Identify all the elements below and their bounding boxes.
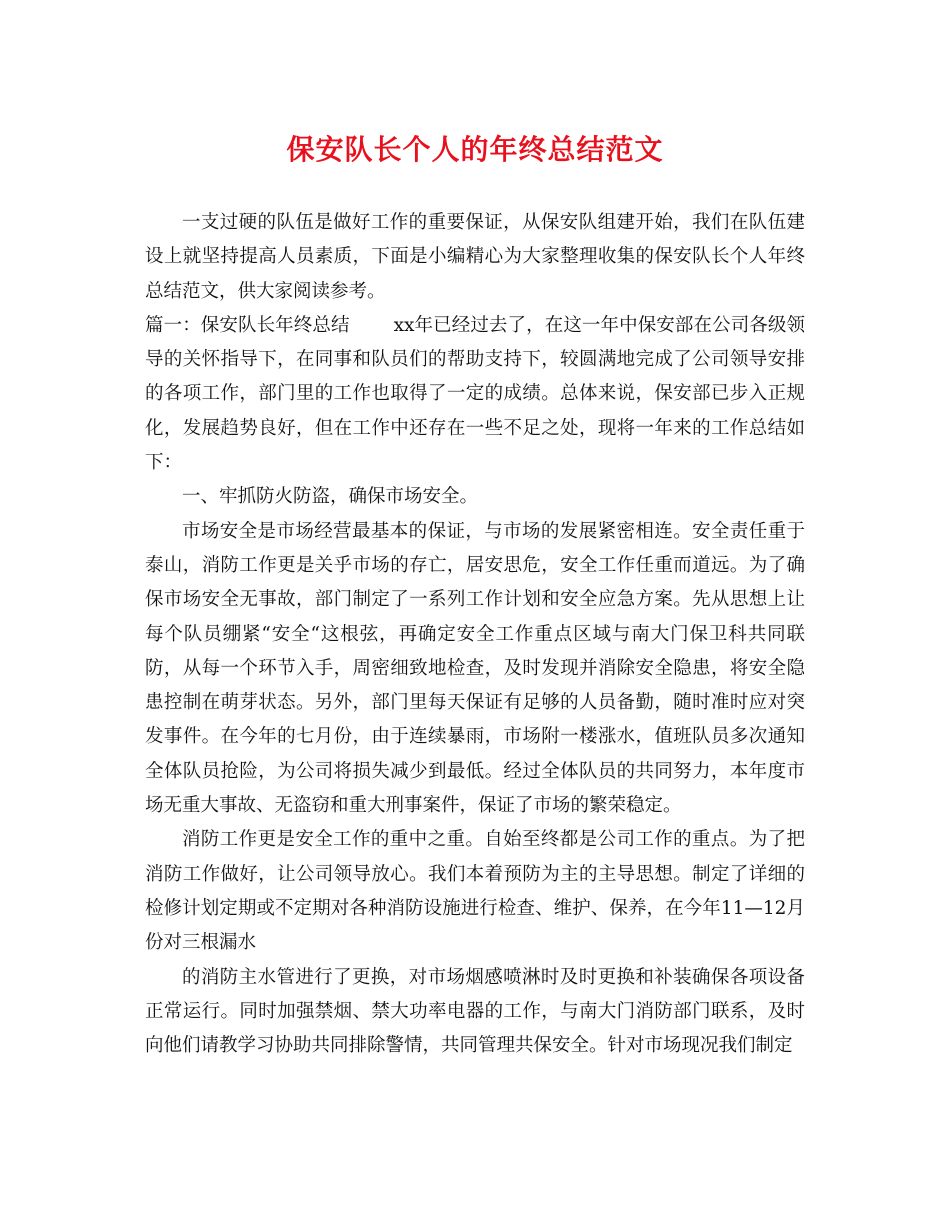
document-body [145, 206, 805, 1063]
paragraph-2: 消防工作更是安全工作的重中之重。自始至终都是公司工作的重点。为了把消防工作做好，让公司领导放心。我们本着预防为主的主导思想。制定了详细的检修计划定期或不定期对各种消防设施进行检查、维护、保养，在今年11—12月份对三根漏水 [145, 829, 805, 954]
document-title: 保安队长个人的年终总结范文 [286, 133, 664, 166]
intro-paragraph: 一支过硬的队伍是做好工作的重要保证，从保安队组建开始，我们在队伍建设上就坚持提高人员素质，下面是小编精心为大家整理收集的保安队长个人年终总结范文，供大家阅读参考。 [145, 212, 805, 302]
part1-paragraph [145, 309, 805, 480]
part1-text: xx年已经过去了，在这一年中保安部在公司各级领导的关怀指导下，在同事和队员们的帮助支持下，较圆满地完成了公司领导安排的各项工作，部门里的工作也取得了一定的成绩。总体来说，保安部已步入正规化，发展趋势良好，但在工作中还存在一些不足之处，现将一年来的工作总结如下： [145, 314, 805, 474]
paragraph-1: 市场安全是市场经营最基本的保证，与市场的发展紧密相连。安全责任重于泰山，消防工作更是关乎市场的存亡，居安思危，安全工作任重而道远。为了确保市场安全无事故，部门制定了一系列工作计划和安全应急方案。先从思想上让每个队员绷紧“安全“这根弦，再确定安全工作重点区域与南大门保卫科共同联防，从每一个环节入手，周密细致地检查，及时发现并消除安全隐患，将安全隐患控制在萌芽状态。另外，部门里每天保证有足够的人员备勤，随时准时应对突发事件。在今年的七月份，由于连续暴雨，市场附一楼涨水，值班队员多次通知全体队员抢险，为公司将损失减少到最低。经过全体队员的共同努力，本年度市场无重大事故、无盗窃和重大刑事案件，保证了市场的繁荣稳定。 [145, 520, 805, 817]
section-heading-1: 一、牢抓防火防盗，确保市场安全。 [182, 486, 479, 508]
paragraph-3: 的消防主水管进行了更换，对市场烟感喷淋时及时更换和补装确保各项设备正常运行。同时加强禁烟、禁大功率电器的工作，与南大门消防部门联系，及时向他们请教学习协助共同排除警情，共同管理共保安全。针对市场现况我们制定 [145, 966, 805, 1057]
part1-label: 篇一：保安队长年终总结 [145, 314, 350, 336]
